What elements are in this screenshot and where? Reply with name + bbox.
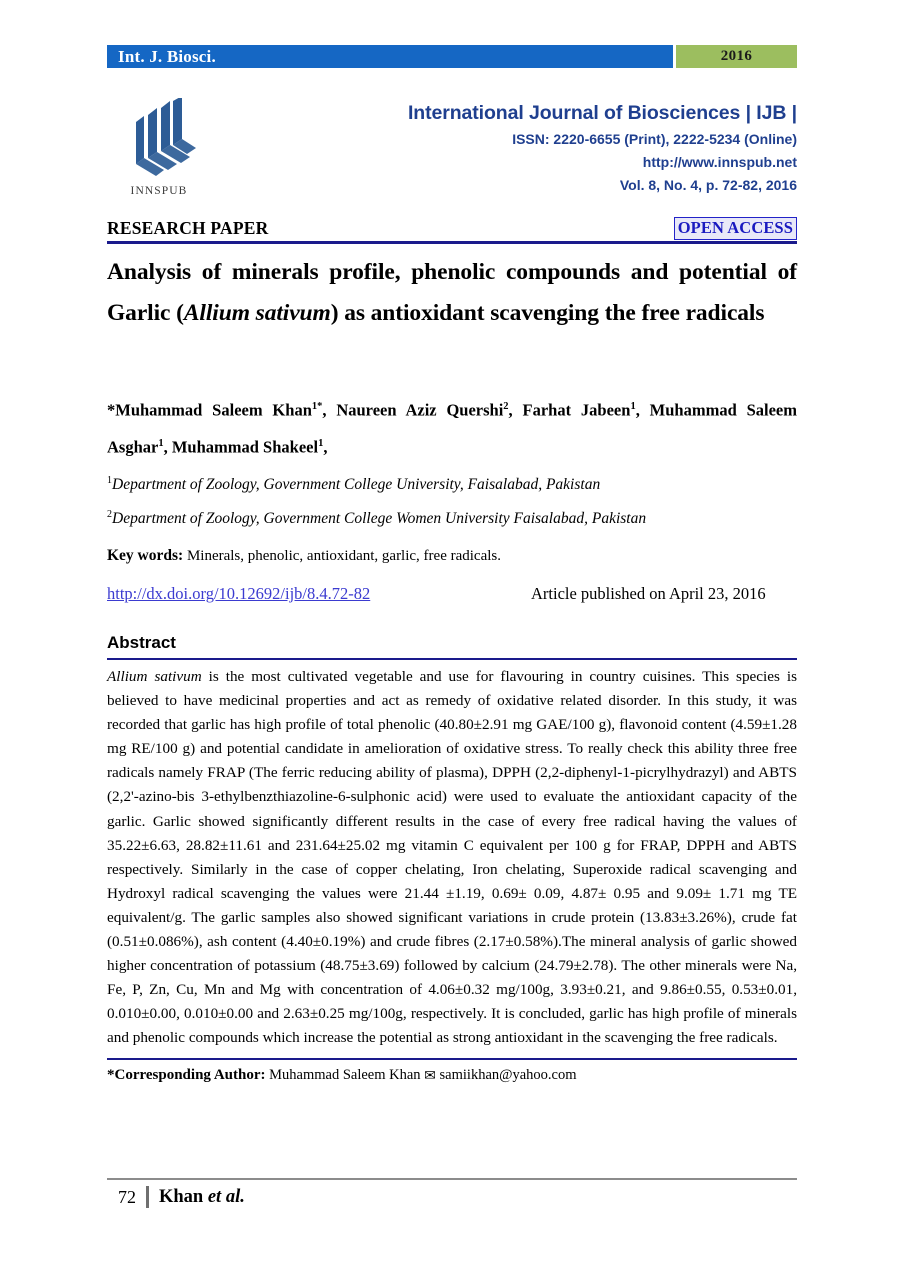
running-head-journal: Int. J. Biosci. xyxy=(107,45,673,68)
abstract-heading: Abstract xyxy=(107,633,176,652)
article-type-label: RESEARCH PAPER xyxy=(107,218,269,238)
publication-date: Article published on April 23, 2016 xyxy=(531,584,766,603)
author-2-sup: 2 xyxy=(503,401,509,412)
author-1-sup: 1* xyxy=(311,401,323,412)
page-footer xyxy=(107,1182,797,1212)
journal-volume-info: Vol. 8, No. 4, p. 72-82, 2016 xyxy=(619,177,797,193)
author-3-sup: 1 xyxy=(630,401,636,412)
doi-link[interactable]: http://dx.doi.org/10.12692/ijb/8.4.72-82 xyxy=(107,584,371,603)
journal-info xyxy=(237,100,797,197)
author-5-sup: 1 xyxy=(318,437,324,449)
doi-row xyxy=(107,582,797,608)
envelope-icon: ✉ xyxy=(424,1069,436,1084)
running-head-bar xyxy=(107,45,797,68)
author-3: , Farhat Jabeen xyxy=(508,400,631,420)
abstract-species-name: Allium sativum xyxy=(107,668,202,685)
footer-separator xyxy=(146,1186,149,1208)
open-access-badge[interactable]: OPEN ACCESS xyxy=(674,217,797,240)
keywords-value: Minerals, phenolic, antioxidant, garlic, free radicals. xyxy=(186,548,502,564)
author-5: , Muhammad Shakeel xyxy=(163,437,319,456)
article-title-species: Allium sativum xyxy=(183,300,331,326)
header-divider-rule xyxy=(107,241,797,244)
affiliation-2 xyxy=(107,500,797,534)
keywords-line xyxy=(107,545,797,567)
corresponding-author-line xyxy=(107,1064,797,1086)
footer-page-number: 72 xyxy=(118,1187,136,1207)
abstract-top-rule xyxy=(107,658,797,660)
footer-rule xyxy=(107,1178,797,1180)
article-title-part2: ) as antioxidant scavenging the free radicals xyxy=(330,300,765,326)
footer-author-name: Khan xyxy=(159,1187,208,1207)
corresponding-author-email[interactable]: samiikhan@yahoo.com xyxy=(439,1067,577,1083)
corresponding-author-name: Muhammad Saleem Khan xyxy=(269,1067,421,1083)
publisher-logo xyxy=(111,98,207,210)
journal-url[interactable]: http://www.innspub.net xyxy=(642,154,797,170)
affiliation-2-text: Department of Zoology, Government College Women University Faisalabad, Pakistan xyxy=(112,510,647,528)
corresponding-author-star: * xyxy=(107,1067,115,1083)
journal-issn: ISSN: 2220-6655 (Print), 2222-5234 (Online) xyxy=(512,131,797,147)
publisher-name: INNSPUB xyxy=(130,185,188,197)
affiliation-1-text: Department of Zoology, Government College University, Faisalabad, Pakistan xyxy=(112,476,601,494)
journal-title: International Journal of Biosciences | IJB | xyxy=(407,102,797,124)
running-head-year: 2016 xyxy=(676,45,797,68)
abstract-bottom-rule xyxy=(107,1058,797,1060)
footer-author-etal: et al. xyxy=(207,1187,245,1207)
author-2: , Naureen Aziz Quershi xyxy=(322,400,504,420)
author-list xyxy=(107,390,797,463)
innspub-books-icon xyxy=(120,98,198,184)
author-4: , Muhammad Saleem Asghar xyxy=(107,400,797,456)
author-1: *Muhammad Saleem Khan xyxy=(107,400,312,420)
article-title-part1: Analysis of minerals profile, phenolic compounds and potential of Garlic ( xyxy=(107,259,797,326)
footer-author xyxy=(159,1184,245,1210)
abstract-text: is the most cultivated vegetable and use for flavouring in country cuisines. This species is believed to have medicinal properties and act as remedy of oxidative related disorder. In this study, it was recorded that garlic has high profile of total phenolic (40.80±2.91 mg GAE/100 g), flavonoid content (4.59±1.28 mg RE/100 g) and potential candidate in amelioration of oxidative stress. To really check this ability three free radicals namely FRAP (The ferric reducing ability of plasma), DPPH (2,2-diphenyl-1-picrylhydrazyl) and ABTS (2,2'-azino-bis 3-ethylbenzthiazoline-6-sulphonic acid) were used to evaluate the antioxidant capacity of the garlic. Garlic showed significantly different results in the case of every free radical having the values of 35.22±6.63, 28.82±11.61 and 231.64±25.02 mg vitamin C equivalent per 100 g for FRAP, DPPH and ABTS respectively. Similarly in the case of copper chelating, Iron chelating, Superoxide radical scavenging and Hydroxyl radical scavenging the values were 21.44 ±1.19, 0.69± 0.09, 4.87± 0.95 and 9.09± 1.71 mg TE equivalent/g. The garlic samples also showed significant variations in crude protein (13.83±3.26%), crude fat (0.51±0.086%), ash content (4.40±0.19%) and crude fibres (2.17±0.58%).The mineral analysis of garlic showed higher concentration of potassium (48.75±3.69) followed by calcium (24.79±2.78). The other minerals were Na, Fe, P, Zn, Cu, Mn and Mg with concentration of 4.06±0.32 mg/100g, 3.93±0.21, and 9.86±0.55, 0.53±0.01, 0.010±0.00, 0.010±0.00 and 2.63±0.25 mg/100g, respectively. It is concluded, garlic has high profile of minerals and phenolic compounds which increase the potential as strong antioxidant in the scavenging the free radicals. xyxy=(107,668,797,1047)
article-title xyxy=(107,252,797,334)
affiliation-1 xyxy=(107,466,797,500)
author-trailing-comma: , xyxy=(323,437,328,456)
keywords-label: Key words: xyxy=(107,547,184,564)
abstract-body xyxy=(107,665,797,1051)
article-type-row xyxy=(107,217,797,241)
masthead xyxy=(107,96,797,214)
affiliation-list xyxy=(107,466,797,534)
affiliation-1-marker: 1 xyxy=(107,475,112,486)
author-4-sup: 1 xyxy=(158,437,164,449)
affiliation-2-marker: 2 xyxy=(107,509,112,521)
corresponding-author-label: Corresponding Author: xyxy=(114,1067,266,1083)
